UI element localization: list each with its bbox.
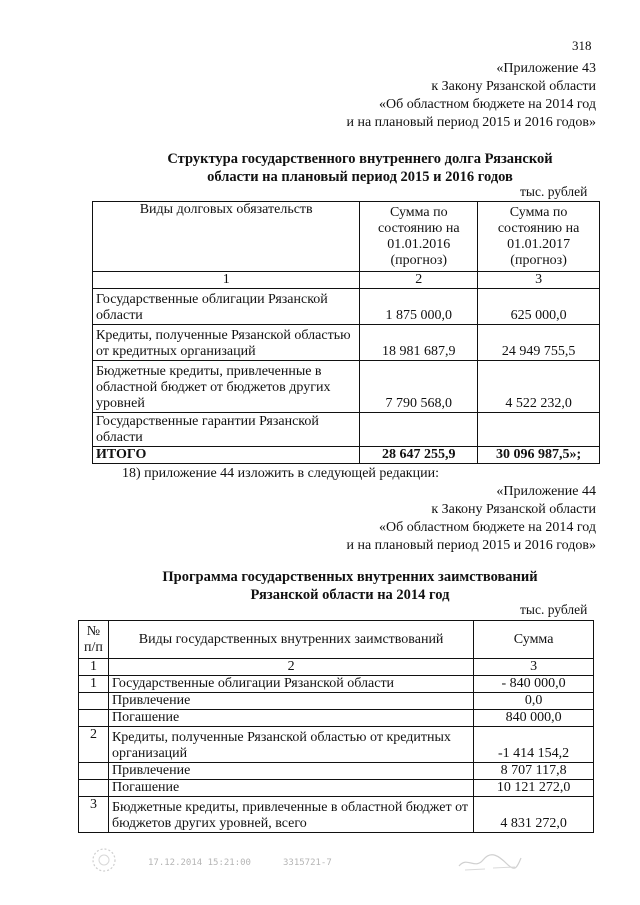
table2-title-line-1: Программа государственных внутренних заимствований [162, 569, 538, 585]
table2-row-6-name: Погашение [108, 780, 473, 797]
table-row [93, 413, 600, 447]
borrowing-program-table [78, 620, 594, 833]
table1-row-1-2017: 625 000,0 [478, 289, 600, 325]
page-number: 318 [572, 38, 592, 53]
appendix-44-header [346, 483, 596, 555]
signature-mark-icon [455, 850, 525, 874]
table2-row-1-sum: - 840 000,0 [474, 676, 594, 693]
table1-row-4-2016 [360, 413, 478, 447]
appendix-43-line-4: и на плановый период 2015 и 2016 годов» [346, 115, 596, 130]
table2-header-type: Виды государственных внутренних заимствований [108, 621, 473, 659]
table1-title-line-2: области на плановый период 2015 и 2016 годов [207, 169, 513, 185]
table2-header-num: № п/п [79, 621, 109, 659]
table1-total-2017: 30 096 987,5»; [478, 447, 600, 464]
table-row [79, 676, 594, 693]
table2-row-4-num: 2 [79, 727, 109, 763]
table2-row-2-num [79, 693, 109, 710]
appendix-43-line-1: «Приложение 43 [496, 61, 596, 76]
table-row [93, 361, 600, 413]
table2-row-5-sum: 8 707 117,8 [474, 763, 594, 780]
table2-header-sum: Сумма [474, 621, 594, 659]
footer-timestamp: 17.12.2014 15:21:00 [148, 858, 251, 868]
table2-row-3-sum: 840 000,0 [474, 710, 594, 727]
table1-title-line-1: Структура государственного внутреннего долга Рязанской [167, 151, 553, 167]
table2-row-2-name: Привлечение [108, 693, 473, 710]
table2-colnum-1: 1 [79, 659, 109, 676]
table1-row-1-2016: 1 875 000,0 [360, 289, 478, 325]
table2-row-7-num: 3 [79, 797, 109, 833]
table2-row-3-num [79, 710, 109, 727]
appendix-43-header [346, 60, 596, 132]
appendix-44-line-4: и на плановый период 2015 и 2016 годов» [346, 538, 596, 553]
table2-row-5-name: Привлечение [108, 763, 473, 780]
table2-row-5-num [79, 763, 109, 780]
table2-row-1-name: Государственные облигации Рязанской области [108, 676, 473, 693]
appendix-43-line-2: к Закону Рязанской области [431, 79, 596, 94]
appendix-44-line-1: «Приложение 44 [496, 484, 596, 499]
table2-title-line-2: Рязанской области на 2014 год [250, 587, 450, 603]
table1-row-1-name: Государственные облигации Рязанской области [93, 289, 360, 325]
table1-units: тыс. рублей [520, 184, 588, 199]
table1-row-3-2016: 7 790 568,0 [360, 361, 478, 413]
table2-units: тыс. рублей [520, 602, 588, 617]
table1-colnum-3: 3 [478, 272, 600, 289]
table2-row-3-name: Погашение [108, 710, 473, 727]
table-row [79, 710, 594, 727]
table1-title [100, 150, 620, 186]
table2-row-6-num [79, 780, 109, 797]
table1-header-row [93, 202, 600, 272]
table-row [79, 727, 594, 763]
table2-row-4-sum: -1 414 154,2 [474, 727, 594, 763]
registration-stamp-icon [90, 846, 118, 874]
table-row [79, 780, 594, 797]
table1-header-2016: Сумма по состоянию на 01.01.2016 (прогноз) [360, 202, 478, 272]
appendix-44-line-3: «Об областном бюджете на 2014 год [379, 520, 596, 535]
table-row [79, 763, 594, 780]
table1-row-2-2017: 24 949 755,5 [478, 325, 600, 361]
table-row [93, 289, 600, 325]
table1-row-2-2016: 18 981 687,9 [360, 325, 478, 361]
table-row [79, 797, 594, 833]
table2-row-1-num: 1 [79, 676, 109, 693]
table2-row-7-name: Бюджетные кредиты, привлеченные в областной бюджет от бюджетов других уровней, всего [108, 797, 473, 833]
debt-structure-table [92, 201, 600, 464]
table1-row-2-name: Кредиты, полученные Рязанской областью от кредитных организаций [93, 325, 360, 361]
table1-row-4-name: Государственные гарантии Рязанской области [93, 413, 360, 447]
amendment-instruction: 18) приложение 44 изложить в следующей редакции: [122, 466, 439, 481]
table1-colnum-row [93, 272, 600, 289]
table-row [79, 693, 594, 710]
table2-colnum-2: 2 [108, 659, 473, 676]
table1-row-3-2017: 4 522 232,0 [478, 361, 600, 413]
table-row [93, 325, 600, 361]
appendix-44-line-2: к Закону Рязанской области [431, 502, 596, 517]
table2-row-6-sum: 10 121 272,0 [474, 780, 594, 797]
table1-total-label: ИТОГО [93, 447, 360, 464]
footer-doc-id: 3315721-7 [283, 858, 332, 868]
table1-header-type: Виды долговых обязательств [93, 202, 360, 272]
table2-row-7-sum: 4 831 272,0 [474, 797, 594, 833]
table1-row-4-2017 [478, 413, 600, 447]
table2-row-2-sum: 0,0 [474, 693, 594, 710]
table1-colnum-1: 1 [93, 272, 360, 289]
table2-header-row [79, 621, 594, 659]
table1-total-row [93, 447, 600, 464]
table1-colnum-2: 2 [360, 272, 478, 289]
table2-colnum-3: 3 [474, 659, 594, 676]
table2-colnum-row [79, 659, 594, 676]
table1-total-2016: 28 647 255,9 [360, 447, 478, 464]
table2-row-4-name: Кредиты, полученные Рязанской областью от кредитных организаций [108, 727, 473, 763]
appendix-43-line-3: «Об областном бюджете на 2014 год [379, 97, 596, 112]
table1-row-3-name: Бюджетные кредиты, привлеченные в областной бюджет от бюджетов других уровней [93, 361, 360, 413]
table1-header-2017: Сумма по состоянию на 01.01.2017 (прогноз) [478, 202, 600, 272]
table2-title [90, 568, 610, 604]
